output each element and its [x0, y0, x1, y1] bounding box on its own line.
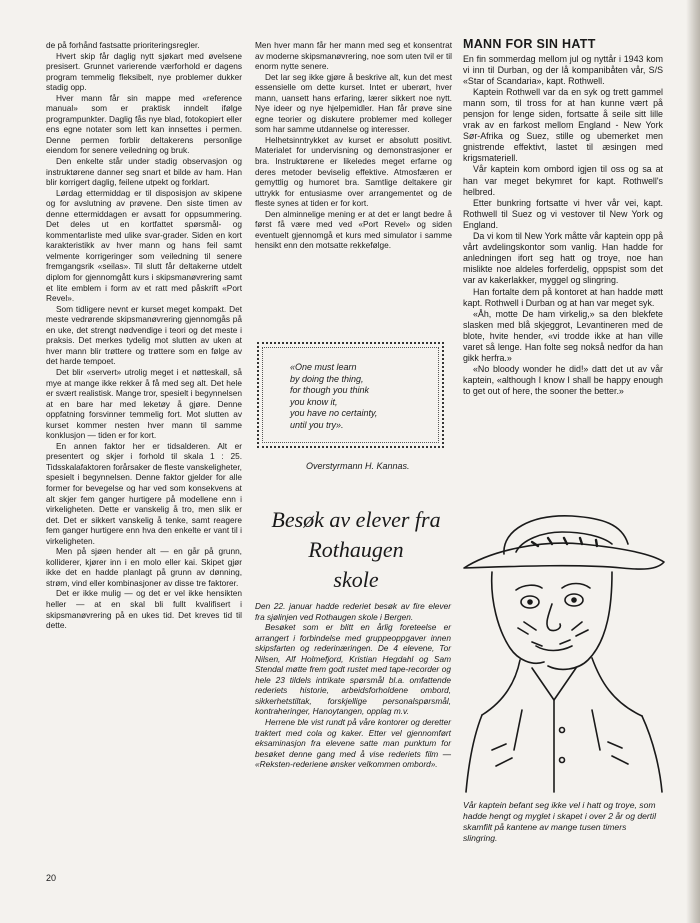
- col3-paragraph: «No bloody wonder he did!» datt det ut av vår kaptein, «although I know I shall be happy enough to get out of here, the sooner the better.»: [463, 364, 663, 397]
- quote-line: you have no certainty,: [290, 408, 378, 419]
- quote-line: until you try».: [290, 419, 344, 430]
- captain-in-hat-drawing-icon: [462, 510, 667, 795]
- besok-paragraph: Herrene ble vist rundt på våre kontorer og deretter traktert med cola og kaker. Etter vel gjennomført eksaminasjon fra elevene satte man punktum for besøket denne gang med å vise rederiets film — «Reksten-rederiene ønsker velkommen ombord».: [255, 717, 451, 770]
- besok-article: [255, 601, 451, 770]
- besok-paragraph: Den 22. januar hadde rederiet besøk av fire elever fra sjølinjen ved Rothaugen skole i Bergen.: [255, 601, 451, 622]
- col1-paragraph: Men på sjøen hender alt — en går på grunn, kolliderer, kjører inn i en molo eller kai. Skipet gjør ikke det en hadde planlagt på grunn av dønning, strøm, vind eller kombinasjoner av disse tre faktorer.: [46, 546, 242, 588]
- article-column-3: [463, 39, 663, 397]
- col2-paragraph: Det lar seg ikke gjøre å beskrive alt, kun det mest essensielle om dette kurset. Intet er uberørt, hver mann, uansett hans erfaring, lærer sikkert noe nytt. Nye ideer og nye hjelpemidler. Han får prøve sine egne teorier og diskutere problemer med kolleger som har samme utdannelse og interesser.: [255, 71, 452, 135]
- besok-heading-line: Besøk av elever fra: [271, 507, 441, 532]
- col2-paragraph: Helhetsinntrykket av kurset er absolutt positivt. Materialet for undervisning og demonstrasjoner er bra. Instruktørene er likeledes meget erfarne og deres metoder beviselig effektive. Atmosfæren er gemyttlig og humoret bra. Samtlige deltakere gir uttrykk for entusiasme over arrangementet og de fleste synes at tiden er for kort.: [255, 134, 452, 209]
- col3-paragraph: Vår kaptein kom ombord igjen til oss og sa at han var meget bekymret for kapt. Rothwell's helbred.: [463, 164, 663, 197]
- article-title: MANN FOR SIN HATT: [463, 37, 596, 51]
- quote-line: for though you think: [290, 385, 370, 396]
- article-column-1: [46, 40, 242, 631]
- col1-paragraph: Det blir «servert» utrolig meget i et nøtteskall, så mye at mange ikke rekker å få med seg alt. Det hele er svært realistisk. Mange tror, spesielt i begynnelsen at en bare har med leketøy å gjøre. Denne oppfatning forsvinner temmelig fort. Mot slutten av kurset kommer nesten hver mann til samme konklusjon — tiden er for kort.: [46, 366, 242, 441]
- col1-paragraph: Som tidligere nevnt er kurset meget kompakt. Det meste vedrørende skipsmanøvrering gjennomgås på en uke, det strengt nødvendige i teori og det meste i praksis. Det merkes tydelig mot slutten av uken at hver mann blir trøttere og trøttere som en følge av det harde tempoet.: [46, 303, 242, 367]
- quote-author: Overstyrmann H. Kannas.: [306, 461, 410, 471]
- col3-paragraph: «Åh, motte De ham virkelig,» sa den blekfete slasken med blå skjeggrot, Levantineren med de blote, hvite hender, «vi trodde ikke at han ville varet så lenge. Han folte seg nokså nedfor da han gikk herfra.»: [463, 308, 663, 364]
- besok-heading: [262, 505, 450, 595]
- col1-paragraph: de på forhånd fastsatte prioriteringsregler.: [46, 40, 200, 50]
- col1-paragraph: Den enkelte står under stadig observasjon og instruktørene danner seg snart et bilde av ham. Han blir korrigert daglig, feilene utpekt og forklart.: [46, 156, 242, 188]
- besok-heading-line: skole: [333, 567, 379, 592]
- page-number: 20: [46, 873, 57, 883]
- col1-paragraph: Lørdag ettermiddag er til disposisjon av skipene og for avslutning av prøvene. Den siste timen av denne ettermiddagen er avsatt for oppsummering. Det deles ut en kortfattet spørsmål- og kommentarliste med ulike svar-grader. Siden en kort karakteristikk av hver mann og hans feil samt velmente korrigeringer som veiledning til senere fremgangsrik «seilas». Til slutt får deltakerne utdelt diplom for gjennomgått kurs i skipsmanøvrering samt et lite emblem i form av et ratt med påskrift «Port Revel».: [46, 187, 242, 304]
- quote-text: [290, 362, 377, 432]
- col3-paragraph: Etter bunkring fortsatte vi hver vår vei, kapt. Rothwell til Suez og vi vestover til New York og England.: [463, 197, 663, 230]
- col1-paragraph: En annen faktor her er tidsalderen. Alt er presentert og skjer i forhold til skala 1 : 25. Tidsskalafaktoren forårsaker de fleste vanskeligheter, spesielt i begynnelsen. Denne faktor gjelder for alle former for bevegelse og har ved som konsekvens at alt skjer fem ganger hurtigere på modellene enn i virkeligheten. Dette er vanskelig å tro, men slik er det. Det er sikkert vanskelig å tenke, samt reagere fem ganger hurtigere enn hva den enkelte er vant til i virkeligheten.: [46, 440, 242, 546]
- col3-paragraph: En fin sommerdag mellom jul og nyttår i 1943 kom vi inn til Durban, og der lå kompanibåten vår, S/S «Star of Scandaria», kapt. Rothwell.: [463, 53, 663, 86]
- page-edge-shadow: [686, 0, 700, 923]
- col3-paragraph: Da vi kom til New York måtte vår kaptein opp på vårt avdelingskontor som vanlig. Han hadde for anledningen ifort seg hatt og troye, noe han mislikte noe aldeles forferdelig, oppspist som det var av kakerlakker, myggel og slingring.: [463, 231, 663, 286]
- quote-line: «One must learn: [290, 362, 357, 372]
- col2-paragraph: Den alminnelige mening er at det er langt bedre å først få være med ved «Port Revel» og siden eventuelt gjennomgå et kurs med simulator i samme hensikt enn den motsatte rekkefølge.: [255, 208, 452, 251]
- col2-paragraph: Men hver mann får her mann med seg et konsentrat av moderne skipsmanøvrering, noe som uten tvil er til enorm nytte senere.: [255, 40, 452, 72]
- col1-paragraph: Hvert skip får daglig nytt sjøkart med øvelsene presisert. Grunnet varierende værforhold er dagens program temmelig fleksibelt, nye problemer dukker stadig opp.: [46, 50, 242, 93]
- quote-line: by doing the thing,: [290, 373, 364, 384]
- besok-heading-line: Rothaugen: [308, 537, 404, 562]
- cartoon-caption: Vår kaptein befant seg ikke vel i hatt og troye, som hadde hengt og myglet i skapet i over 2 år og dertil skamfilt på kantene av mange tusen timers slingring.: [463, 800, 656, 843]
- quote-box: [257, 342, 444, 448]
- quote-line: you know it,: [290, 396, 338, 407]
- besok-paragraph: Besøket som er blitt en årlig foreteelse er arrangert i forbindelse med gruppeoppgaver innen skipsfarten og rederinæringen. De 4 elevene, Tor Nilsen, Alf Holmefjord, Kristian Hegdahl og Sam Stendal møtte frem godt rustet med tape-recorder og hele 23 tildels intrikate spørsmål bl.a. omfattende rederiets historie, arbeidsforholdene ombord, sikkerhetstiltak, forskjellige personalspørsmål, kontraheringer, Hanoytangen, opplag m.v.: [255, 622, 451, 717]
- col1-paragraph: Det er ikke mulig — og det er vel ikke hensikten heller — at en skal bli fullt kvalifisert i skipsmanøvrering på en ukes tid. Det kreves tid til dette.: [46, 588, 242, 631]
- col3-paragraph: Han fortalte dem på kontoret at han hadde møtt kapt. Rothwell i Durban og at han var meget syk.: [463, 286, 663, 308]
- col1-paragraph: Hver mann får sin mappe med «reference manual» som er praktisk inndelt ifølge programpunkter. Daglig fås nye blad, fotokopiert eller ens egne notater som lett kan innsettes i permen. Denne permen forblir deltakerens personlige eiendom for senere veiledning og bruk.: [46, 92, 242, 156]
- article-column-2: [255, 40, 452, 251]
- col3-paragraph: Kaptein Rothwell var da en syk og trett gammel mann som, til tross for at han kunne vært på pensjon for lenge siden, fortsatte å seile sitt lille vrak av en farkost mellom England - New York Sør-Afrika og Suez, stille og ubemerket men gnistrende effektivt, lastet til æsingen med krigsmateriell.: [463, 86, 663, 164]
